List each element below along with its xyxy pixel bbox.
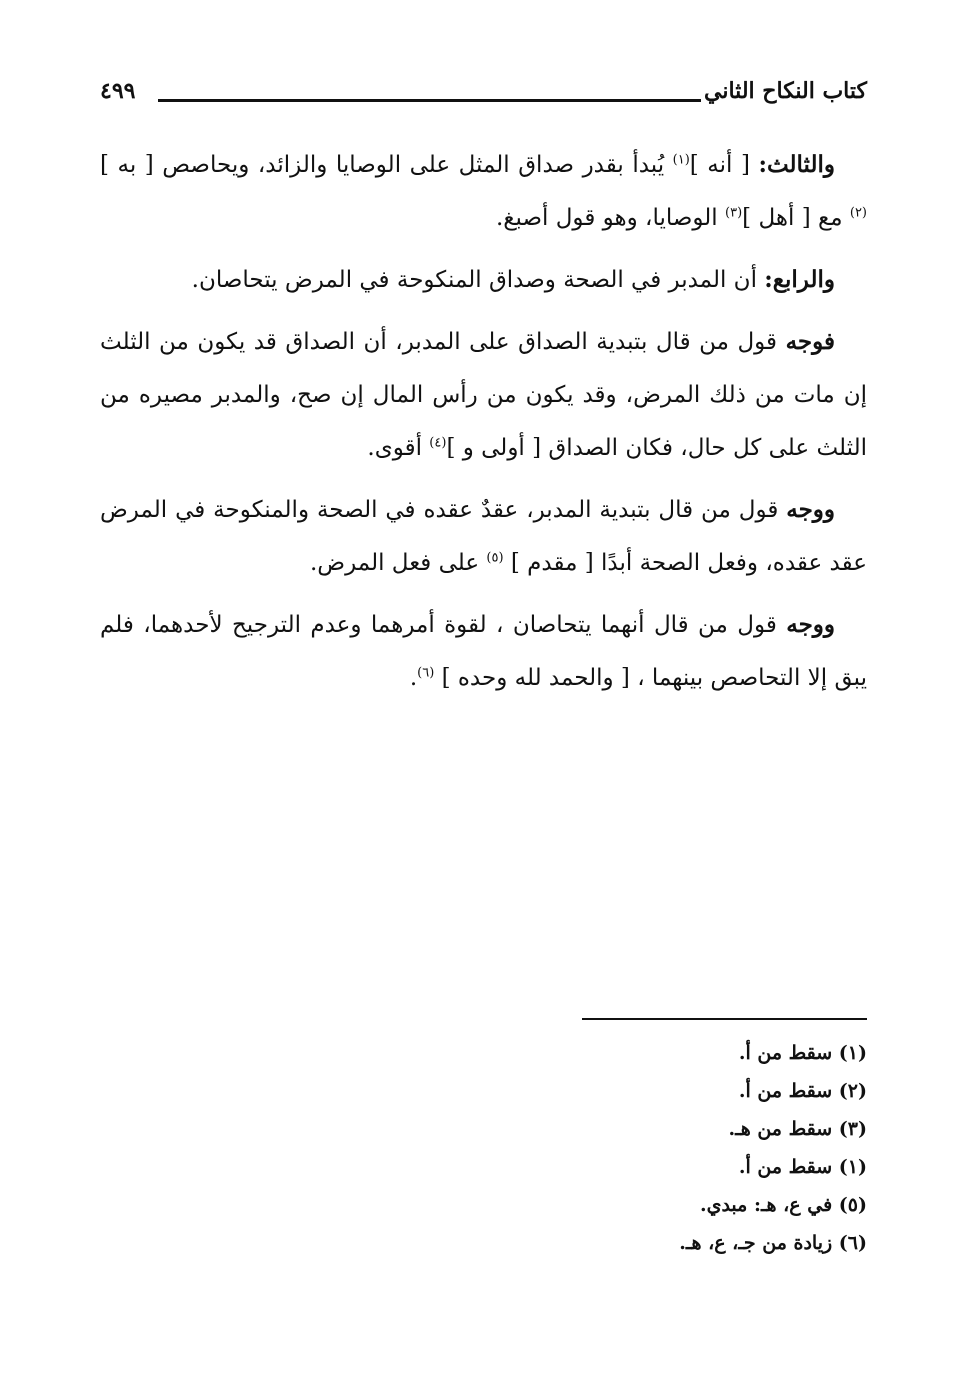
- paragraph-fourth-opinion: [100, 253, 867, 307]
- footnotes: [500, 1034, 867, 1262]
- paragraph-lead-word: ووجه: [786, 611, 835, 638]
- paragraph-text: قول من قال بتبدية الصداق على المدبر، أن الصداق قد يكون من الثلث إن مات من ذلك المرض، وقد يكون من رأس المال إن صح، والمدبر مصيره من الثلث على كل حال، فكان الصداق [ أولى و ]: [100, 329, 867, 461]
- paragraph-third-justification: [100, 598, 867, 705]
- footnote-marker: (٢): [849, 205, 867, 221]
- running-title: كتاب النكاح الثاني: [704, 78, 867, 104]
- page-number: ٤٩٩: [100, 78, 136, 104]
- paragraph-text: يُبدأ بقدر صداق المثل على الوصايا والزائد، ويحاصص [ به ]: [100, 152, 673, 178]
- footnote-item: (١) سقط من أ.: [738, 1156, 867, 1178]
- header-rule: [158, 99, 701, 102]
- paragraph-third-opinion: [100, 138, 867, 245]
- footnote-marker: (١): [672, 152, 690, 168]
- paragraph-text: أن المدبر في الصحة وصداق المنكوحة في المرض يتحاصان.: [191, 267, 765, 293]
- footnote-marker: (٥): [486, 550, 504, 566]
- page-header: [100, 78, 867, 114]
- paragraph-lead-word: والثالث:: [758, 151, 835, 178]
- footnote-marker: (٦): [417, 665, 435, 681]
- footnote-item: (٢) سقط من أ.: [738, 1080, 867, 1102]
- footnote-marker: (٣): [725, 205, 743, 221]
- paragraph-text: على فعل المرض.: [309, 550, 487, 576]
- paragraph-lead-word: فوجه: [785, 328, 835, 355]
- paragraph-text: أقوى.: [367, 435, 430, 461]
- footnote-item: (٦) زيادة من جـ، ع، هـ.: [679, 1232, 867, 1254]
- paragraph-first-justification: [100, 315, 867, 475]
- footnote-item: (٣) سقط من هـ.: [728, 1118, 867, 1140]
- paragraph-second-justification: [100, 483, 867, 590]
- paragraph-text: قول من قال بتبدية المدبر، عقدٌ عقده في الصحة والمنكوحة في المرض عقد عقده، وفعل الصحة أبدًا [ مقدم ]: [100, 497, 867, 576]
- paragraph-text: مع [ أهل ]: [742, 205, 850, 231]
- paragraph-text: [ أنه ]: [689, 152, 759, 178]
- paragraph-text: الوصايا، وهو قول أصبغ.: [496, 205, 726, 231]
- main-text: [100, 138, 867, 713]
- paragraph-lead-word: ووجه: [786, 496, 835, 523]
- footnote-item: (٥) في ع، هـ: مبدي.: [699, 1194, 867, 1216]
- footnote-marker: (٤): [429, 435, 447, 451]
- paragraph-text: قول من قال أنهما يتحاصان ، لقوة أمرهما وعدم الترجيح لأحدهما، فلم يبق إلا التحاصص بينهما ، [ والحمد لله وحده ]: [100, 612, 867, 691]
- paragraph-text: .: [409, 665, 418, 691]
- footnote-item: (١) سقط من أ.: [738, 1042, 867, 1064]
- footnote-rule: [582, 1018, 867, 1020]
- paragraph-lead-word: والرابع:: [764, 266, 835, 293]
